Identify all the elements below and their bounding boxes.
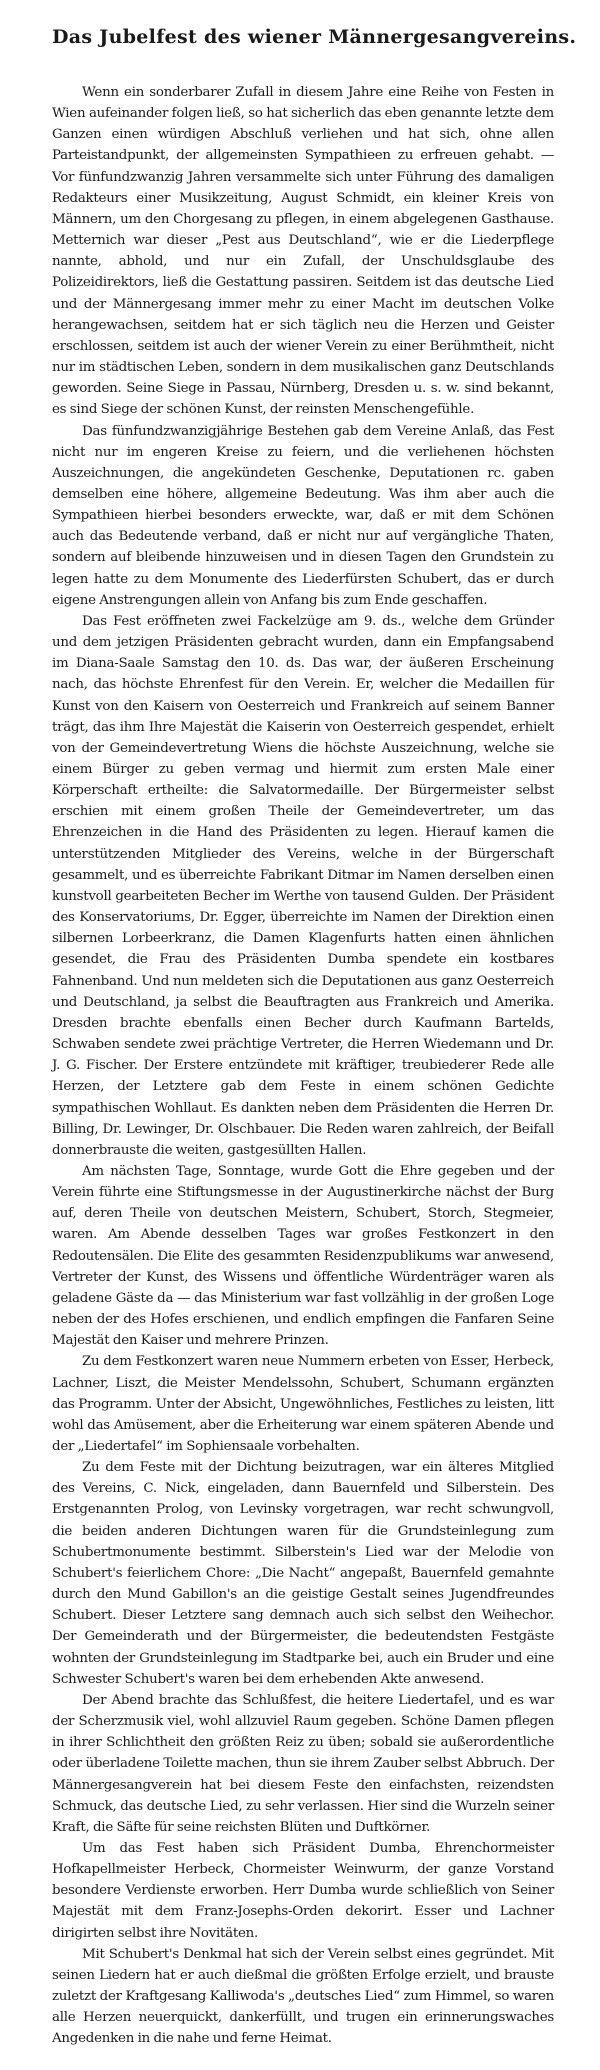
article-title: Das Jubelfest des wiener Männergesangvereins.	[52, 26, 577, 48]
paragraph-9: Mit Schubert's Denkmal hat sich der Verein selbst eines gegründet. Mit seinen Liedern hat er auch dießmal die größten Erfolge erzielt, und brauste zuletzt der Kraftgesang Kalliwoda's „deutsches Lied“ zum Himmel, so waren alle Herzen neuerquickt, dankerfüllt, und trugen ein erinnerungswaches Angedenken in die nahe und ferne Heimat.	[52, 1946, 554, 2047]
paragraph-6: Zu dem Feste mit der Dichtung beizutragen, war ein älteres Mitglied des Vereins, C. Nick, eingeladen, dann Bauernfeld und Silberstein. Des Erstgenannten Prolog, von Levinsky vorgetragen, war recht schwungvoll, die beiden anderen Dichtungen waren für die Grundsteinlegung zum Schubertmonumente bestimmt. Silberstein's Lied war der Melodie von Schubert's feierlichem Chore: „Die Nacht“ angepaßt, Bauernfeld gemahnte durch den Mund Gabillon's an die geistige Gestalt seines Jugendfreundes Schubert. Dieser Letztere sang demnach auch sich selbst den Weihechor. Der Gemeinderath und der Bürgermeister, die bedeutendsten Festgäste wohnten der Grundsteinlegung im Stadtparke bei, auch ein Bruder und eine Schwester Schubert's waren bei dem erhebenden Akte anwesend.	[52, 1460, 554, 1687]
paragraph-7: Der Abend brachte das Schlußfest, die heitere Liedertafel, und es war der Scherzmusik viel, wohl allzuviel Raum gegeben. Schöne Damen pflegen in ihrer Schlichtheit den größten Reiz zu üben; sobald sie außerordentliche oder überladene Toilette machen, thun sie ihrem Zauber selbst Abbruch. Der Männergesangverein hat bei diesem Feste den einfachsten, reizendsten Schmuck, das deutsche Lied, zu sehr verlassen. Hier sind die Wurzeln seiner Kraft, die Säfte für seine reichsten Blüten und Duftkörner.	[52, 1692, 554, 1835]
paragraph-5: Zu dem Festkonzert waren neue Nummern erbeten von Esser, Herbeck, Lachner, Liszt, die Meister Mendelssohn, Schubert, Schumann ergänzten das Programm. Unter der Absicht, Ungewöhnliches, Festliches zu leisten, litt wohl das Amüsement, aber die Erheiterung war einem späteren Abende und der „Liedertafel“ im Sophiensaale vorbehalten.	[52, 1354, 554, 1454]
paragraph-4: Am nächsten Tage, Sonntage, wurde Gott die Ehre gegeben und der Verein führte eine Stiftungsmesse in der Augustinerkirche nächst der Burg auf, deren Theile von deutschen Meistern, Schubert, Storch, Stegmeier, waren. Am Abende desselben Tages war großes Festkonzert in den Redoutensälen. Die Elite des gesammten Residenzpublikums war anwesend, Vertreter der Kunst, des Wissens und öffentliche Würdenträger waren als geladene Gäste da — das Ministerium war fast vollzählig in der großen Loge neben der des Hofes erschienen, und endlich empfingen die Fanfaren Seine Majestät den Kaiser und mehrere Prinzen.	[52, 1163, 554, 1349]
article-body	[52, 82, 554, 2050]
paragraph-1: Wenn ein sonderbarer Zufall in diesem Jahre eine Reihe von Festen in Wien aufeinander folgen ließ, so hat sicherlich das eben genannte letzte dem Ganzen einen würdigen Abschluß verliehen und hat sich, ohne allen Parteistandpunkt, der allgemeinsten Sympathieen zu erfreuen gehabt. — Vor fünfundzwanzig Jahren versammelte sich unter Führung des damaligen Redakteurs einer Musikzeitung, August Schmidt, ein kleiner Kreis von Männern, um den Chorgesang zu pflegen, in einem abgelegenen Gasthause. Metternich war dieser „Pest aus Deutschland“, wie er die Liederpflege nannte, abhold, und nur ein Zufall, der Unschuldsglaube des Polizeidirektors, ließ die Gestattung passiren. Seitdem ist das deutsche Lied und der Männergesang immer mehr zu einer Macht im deutschen Volke herangewachsen, seitdem hat er sich täglich neu die Herzen und Geister erschlossen, seitdem ist auch der wiener Verein zu einer Berühmtheit, nicht nur im städtischen Leben, sondern in dem musikalischen ganz Deutschlands geworden. Seine Siege in Passau, Nürnberg, Dresden u. s. w. sind bekannt, es sind Siege der schönen Kunst, der reinsten Menschengefühle.	[52, 85, 554, 418]
paragraph-3: Das Fest eröffneten zwei Fackelzüge am 9. ds., welche dem Gründer und dem jetzigen Präsidenten gebracht wurden, dann ein Empfangsabend im Diana-Saale Samstag den 10. ds. Das war, der äußeren Erscheinung nach, das höchste Ehrenfest für den Verein. Er, welcher die Medaillen für Kunst von den Kaisern von Oesterreich und Frankreich auf seinem Banner trägt, das ihm Ihre Majestät die Kaiserin von Oesterreich gespendet, erhielt von der Gemeindevertretung Wiens die höchste Auszeichnung, welche sie einem Bürger zu geben vermag und hiermit zum ersten Male einer Körperschaft ertheilte: die Salvatormedaille. Der Bürgermeister selbst erschien mit einem großen Theile der Gemeindevertreter, um das Ehrenzeichen in die Hand des Präsidenten zu legen. Hierauf kamen die unterstützenden Mitglieder des Vereins, welche in der Bürgerschaft gesammelt, und es überreichte Fabrikant Ditmar im Namen derselben einen kunstvoll gearbeiteten Becher im Werthe von tausend Gulden. Der Präsident des Konservatoriums, Dr. Egger, überreichte im Namen der Direktion einen silbernen Lorbeerkranz, die Damen Klagenfurts hatten einen ähnlichen gesendet, die Frau des Präsidenten Dumba spendete ein kostbares Fahnenband. Und nun meldeten sich die Deputationen aus ganz Oesterreich und Deutschland, ja selbst die Beauftragten aus Frankreich und Amerika. Dresden brachte ebenfalls einen Becher durch Kaufmann Bartelds, Schwaben sendete zwei prächtige Vertreter, die Herren Wiedemann und Dr. J. G. Fischer. Der Erstere entzündete mit kräftiger, treubiederer Rede alle Herzen, der Letztere gab dem Feste in einem schönen Gedichte sympathischen Wohllaut. Es dankten neben dem Präsidenten die Herren Dr. Billing, Dr. Lewinger, Dr. Olschbauer. Die Reden waren zahlreich, der Beifall donnerbrauste die weiten, gastgesüllten Hallen.	[52, 613, 554, 1158]
paragraph-8: Um das Fest haben sich Präsident Dumba, Ehrenchormeister Hofkapellmeister Herbeck, Chormeister Weinwurm, der ganze Vorstand besondere Verdienste erworben. Herr Dumba wurde schließlich von Seiner Majestät mit dem Franz-Josephs-Orden dekorirt. Esser und Lachner dirigirten selbst ihre Novitäten.	[52, 1840, 554, 1941]
paragraph-2: Das fünfundzwanzigjährige Bestehen gab dem Vereine Anlaß, das Fest nicht nur im engeren Kreise zu feiern, und die verliehenen höchsten Auszeichnungen, die angekündeten Geschenke, Deputationen rc. gaben demselben eine höhere, allgemeine Bedeutung. Was ihm aber auch die Sympathieen hierbei besonders erweckte, war, daß er mit dem Schönen auch das Bedeutende verband, daß er nicht nur auf vergängliche Thaten, sondern auf bleibende hinzuweisen und in diesen Tagen den Grundstein zu legen hatte zu dem Monumente des Liederfürsten Schubert, das er durch eigene Anstrengungen allein von Anfang bis zum Ende geschaffen.	[52, 423, 554, 608]
